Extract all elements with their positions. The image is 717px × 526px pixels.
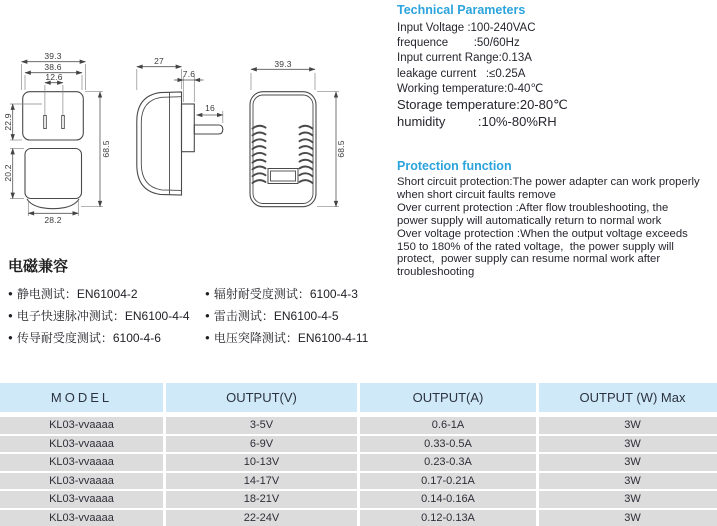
dim-front-upper-height: 22.9 xyxy=(3,113,13,131)
front-lower-body xyxy=(25,149,82,199)
table-cell: KL03-vvaaaa xyxy=(0,436,163,453)
back-view-drawing xyxy=(250,92,316,207)
emc-test-item xyxy=(8,304,205,326)
dim-front-pin-spacing: 12.6 xyxy=(45,72,63,82)
table-row xyxy=(0,491,717,508)
dim-back-height: 68.5 xyxy=(336,140,346,158)
table-cell: 0.6-1A xyxy=(360,417,536,434)
technical-parameters-title: Technical Parameters xyxy=(397,3,526,17)
table-cell: KL03-vvaaaa xyxy=(0,510,163,526)
emc-test-label: 电子快速脉冲测试：EN6100-4-4 xyxy=(16,308,190,323)
side-head-block xyxy=(182,104,195,152)
emc-test-item xyxy=(205,282,368,304)
table-row xyxy=(0,454,717,471)
table-cell: KL03-vvaaaa xyxy=(0,491,163,508)
table-cell: 3W xyxy=(539,454,717,471)
emc-test-label: 辐射耐受度测试：6100-4-3 xyxy=(213,286,358,301)
column-header: OUTPUT (W) Max xyxy=(539,383,717,415)
technical-parameter-line: Input current Range:0.13A xyxy=(397,52,532,65)
emc-test-label: 雷击测试：EN6100-4-5 xyxy=(213,308,339,323)
dim-back-width: 39.3 xyxy=(274,59,292,69)
front-bottom-curve xyxy=(27,199,79,209)
table-cell: KL03-vvaaaa xyxy=(0,473,163,490)
vent-slots-left xyxy=(253,126,266,183)
prong-left xyxy=(44,116,47,129)
technical-parameter-line: Working temperature:0-40℃ xyxy=(397,82,544,95)
dim-side-head-depth: 7.6 xyxy=(182,69,196,79)
table-cell: KL03-vvaaaa xyxy=(0,454,163,471)
protection-text-line: power supply will automatically return to normal work xyxy=(397,214,662,227)
bullet-icon: ● xyxy=(205,310,210,320)
label-area-inner xyxy=(271,171,296,181)
emc-test-label: 静电测试：EN61004-2 xyxy=(16,286,138,301)
table-cell: 6-9V xyxy=(166,436,357,453)
protection-function-title: Protection function xyxy=(397,159,512,173)
front-upper-body xyxy=(23,92,84,140)
dim-side-depth: 27 xyxy=(154,56,164,66)
bullet-icon: ● xyxy=(205,288,210,298)
protection-text-line: Over voltage protection :When the output voltage exceeds xyxy=(397,227,688,240)
side-pin xyxy=(194,125,223,134)
emc-test-list xyxy=(8,282,368,348)
protection-text-line: protect, power supply can resume normal work after xyxy=(397,253,661,266)
dim-front-width-inner: 38.6 xyxy=(44,62,62,72)
table-cell: KL03-vvaaaa xyxy=(0,417,163,434)
side-inner-shell xyxy=(141,97,181,191)
bullet-icon: ● xyxy=(8,332,13,342)
technical-parameter-line: Input Voltage :100-240VAC xyxy=(397,22,536,34)
back-inner-outline xyxy=(253,95,313,204)
back-outer-outline xyxy=(250,92,316,207)
dim-side-pin-length: 16 xyxy=(205,103,215,113)
vent-slots-right xyxy=(300,126,313,183)
technical-parameter-line: frequence :50/60Hz xyxy=(397,37,520,50)
spec-table-header xyxy=(0,383,717,415)
table-cell: 0.23-0.3A xyxy=(360,454,536,471)
bullet-icon: ● xyxy=(205,332,210,342)
emc-test-item xyxy=(8,282,205,304)
protection-text-line: troubleshooting xyxy=(397,266,475,279)
table-cell: 22-24V xyxy=(166,510,357,526)
back-dimension-lines xyxy=(251,69,336,206)
protection-text-line: Over current protection :After flow troubleshooting, the xyxy=(397,201,669,214)
table-cell: 0.14-0.16A xyxy=(360,491,536,508)
table-cell: 3W xyxy=(539,417,717,434)
table-cell: 10-13V xyxy=(166,454,357,471)
bullet-icon: ● xyxy=(8,310,13,320)
column-header: OUTPUT(V) xyxy=(166,383,357,415)
bullet-icon: ● xyxy=(8,288,13,298)
emc-test-label: 电压突降测试：EN6100-4-11 xyxy=(213,330,369,345)
emc-test-item xyxy=(8,326,205,348)
emc-test-label: 传导耐受度测试：6100-4-6 xyxy=(16,330,161,345)
protection-text-line: Short circuit protection:The power adapter can work properly xyxy=(397,176,700,188)
side-body xyxy=(137,92,182,195)
technical-parameter-line: humidity :10%-80%RH xyxy=(397,113,557,129)
technical-parameter-line: Storage temperature:20-80℃ xyxy=(397,97,568,113)
protection-function-text xyxy=(397,176,715,279)
dimension-drawings xyxy=(0,33,392,247)
dim-front-bottom-width: 28.2 xyxy=(44,215,62,225)
column-header: MODEL xyxy=(0,383,163,415)
output-spec-table xyxy=(0,381,717,526)
table-cell: 18-21V xyxy=(166,491,357,508)
spec-table-body xyxy=(0,417,717,526)
table-row xyxy=(0,417,717,434)
table-cell: 3W xyxy=(539,473,717,490)
table-row xyxy=(0,473,717,490)
table-row xyxy=(0,436,717,453)
table-cell: 0.17-0.21A xyxy=(360,473,536,490)
table-cell: 3-5V xyxy=(166,417,357,434)
front-view-drawing xyxy=(23,92,84,209)
column-header: OUTPUT(A) xyxy=(360,383,536,415)
dim-front-total-height: 68.5 xyxy=(101,140,111,158)
table-cell: 14-17V xyxy=(166,473,357,490)
emc-section-title: 电磁兼容 xyxy=(8,258,69,275)
protection-text-line: 150 to 180% of the rated voltage, the power supply will xyxy=(397,240,674,253)
front-dimension-lines xyxy=(13,62,100,214)
technical-parameter-line: leakage current :≤0.25A xyxy=(397,67,526,80)
prong-right xyxy=(62,116,65,129)
table-cell: 0.33-0.5A xyxy=(360,436,536,453)
table-cell: 0.12-0.13A xyxy=(360,510,536,526)
dim-front-lower-height: 20.2 xyxy=(3,164,13,182)
table-row xyxy=(0,510,717,526)
emc-test-item xyxy=(205,304,368,326)
protection-text-line: when short circuit faults remove xyxy=(397,188,556,201)
table-cell: 3W xyxy=(539,510,717,526)
table-cell: 3W xyxy=(539,491,717,508)
table-cell: 3W xyxy=(539,436,717,453)
technical-parameters-list xyxy=(397,21,707,130)
emc-test-item xyxy=(205,326,368,348)
dim-front-width-outer: 39.3 xyxy=(44,51,62,61)
